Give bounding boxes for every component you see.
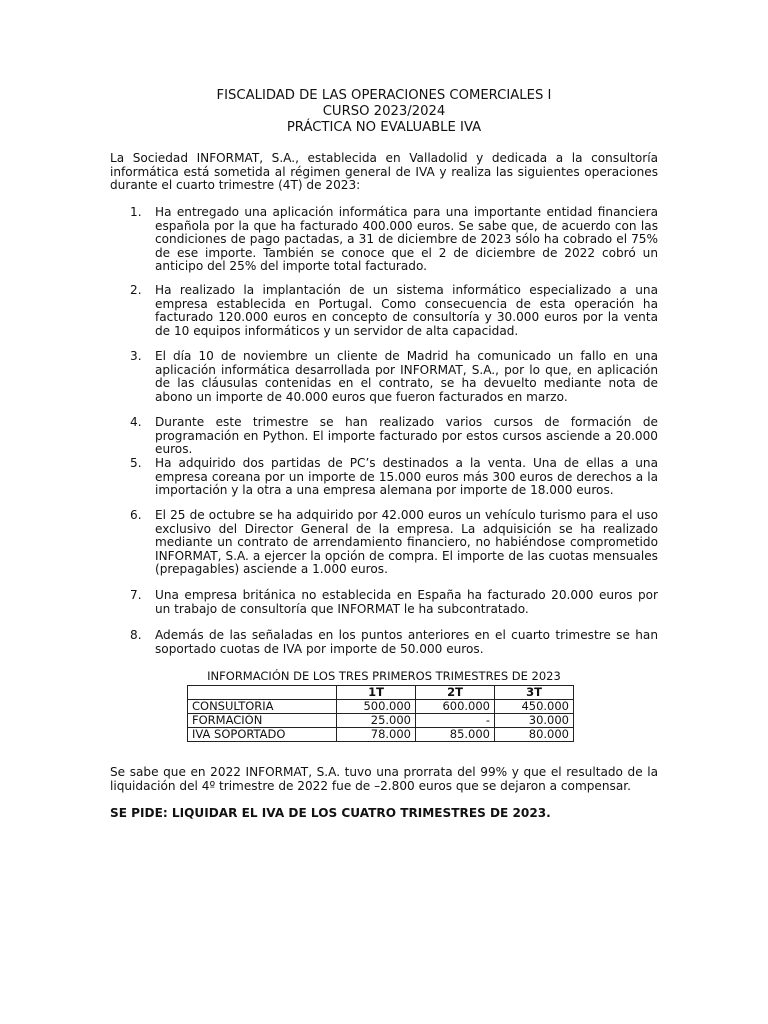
table-header-cell: 1T (337, 686, 416, 700)
table-header-row (188, 686, 574, 700)
table-cell: 30.000 (495, 714, 574, 728)
quarterly-info-table (187, 685, 574, 742)
table-row (188, 728, 574, 742)
table-header-cell: 2T (416, 686, 495, 700)
list-item-text: Ha realizado la implantación de un sistema informático especializado a una empresa establecida en Portugal. Como consecuencia de esta operación ha facturado 120.000 euros en concepto de consultoría y 30.000 euros por la venta de 10 equipos informáticos y un servidor de alta capacidad. (155, 283, 658, 338)
task-statement: SE PIDE: LIQUIDAR EL IVA DE LOS CUATRO TRIMESTRES DE 2023. (110, 806, 551, 820)
closing-paragraph: Se sabe que en 2022 INFORMAT, S.A. tuvo una prorrata del 99% y que el resultado de la liquidación del 4º trimestre de 2022 fue de –2.800 euros que se dejaron a compensar. (110, 765, 658, 793)
list-item-text: Ha entregado una aplicación informática para una importante entidad financiera española por la que ha facturado 400.000 euros. Se sabe que, de acuerdo con las condiciones de pago pactadas, a 31 de diciembre de 2023 sólo ha cobrado el 75% de ese importe. También se conoce que el 2 de diciembre de 2022 cobró un anticipo del 25% del importe total facturado. (155, 205, 658, 274)
table-row (188, 714, 574, 728)
list-item-number: 1. (130, 205, 142, 219)
table-cell: 450.000 (495, 700, 574, 714)
list-item-number: 8. (130, 628, 142, 642)
table-cell: 25.000 (337, 714, 416, 728)
list-item-text: Durante este trimestre se han realizado varios cursos de formación de programación en Python. El importe facturado por estos cursos asciende a 20.000 euros. (155, 415, 658, 457)
list-item-text: Una empresa británica no establecida en España ha facturado 20.000 euros por un trabajo de consultoría que INFORMAT le ha subcontratado. (155, 588, 658, 616)
title-line-2: CURSO 2023/2024 (322, 104, 446, 119)
list-item-text: Ha adquirido dos partidas de PC’s destinados a la venta. Una de ellas a una empresa coreana por un importe de 15.000 euros más 300 euros de derechos a la importación y la otra a una empresa alemana por importe de 18.000 euros. (155, 456, 658, 498)
table-cell: - (416, 714, 495, 728)
list-item-number: 4. (130, 415, 142, 429)
list-item-text: El día 10 de noviembre un cliente de Madrid ha comunicado un fallo en una aplicación informática desarrollada por INFORMAT, S.A., por lo que, en aplicación de las cláusulas contenidas en el contrato, se ha devuelto mediante nota de abono un importe de 40.000 euros que fueron facturados en marzo. (155, 349, 658, 404)
list-item-number: 2. (130, 283, 142, 297)
intro-paragraph: La Sociedad INFORMAT, S.A., establecida en Valladolid y dedicada a la consultoría informática está sometida al régimen general de IVA y realiza las siguientes operaciones durante el cuarto trimestre (4T) de 2023: (110, 151, 658, 193)
list-item-number: 5. (130, 456, 142, 470)
list-item-text: Además de las señaladas en los puntos anteriores en el cuarto trimestre se han soportado cuotas de IVA por importe de 50.000 euros. (155, 628, 658, 656)
list-item-number: 7. (130, 588, 142, 602)
table-caption: INFORMACIÓN DE LOS TRES PRIMEROS TRIMESTRES DE 2023 (207, 669, 561, 683)
table-cell: 85.000 (416, 728, 495, 742)
list-item-text: El 25 de octubre se ha adquirido por 42.000 euros un vehículo turismo para el uso exclusivo del Director General de la empresa. La adquisición se ha realizado mediante un contrato de arrendamiento financiero, no habiéndose comprometido INFORMAT, S.A. a ejercer la opción de compra. El importe de las cuotas mensuales (prepagables) asciende a 1.000 euros. (155, 508, 658, 577)
table-header-cell: 3T (495, 686, 574, 700)
table-cell: FORMACIÓN (188, 714, 337, 728)
table-cell: IVA SOPORTADO (188, 728, 337, 742)
table-row (188, 700, 574, 714)
table-header-cell (188, 686, 337, 700)
title-line-1: FISCALIDAD DE LAS OPERACIONES COMERCIALES I (216, 88, 552, 103)
table-cell: 600.000 (416, 700, 495, 714)
table-cell: 80.000 (495, 728, 574, 742)
table-cell: CONSULTORIA (188, 700, 337, 714)
list-item-number: 3. (130, 349, 142, 363)
table-cell: 78.000 (337, 728, 416, 742)
list-item-number: 6. (130, 508, 142, 522)
title-line-3: PRÁCTICA NO EVALUABLE IVA (286, 120, 482, 135)
table-cell: 500.000 (337, 700, 416, 714)
